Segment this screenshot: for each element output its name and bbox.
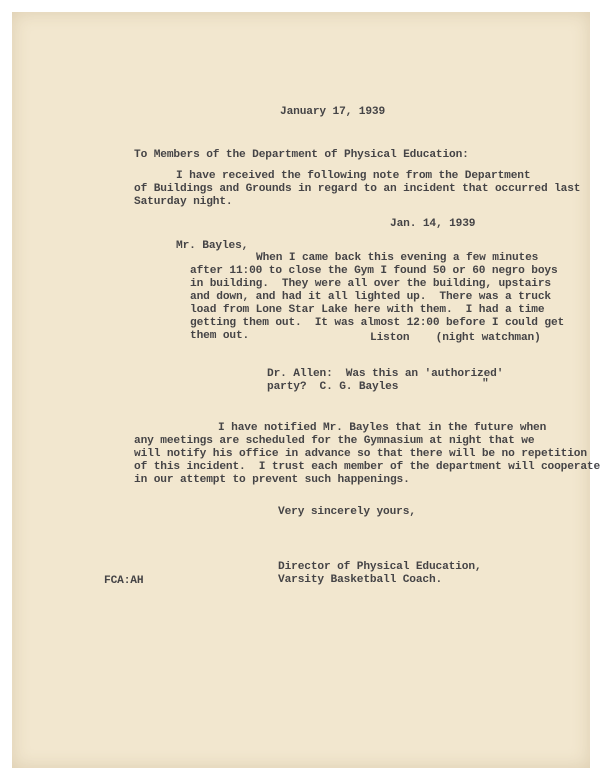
query-line: party? C. G. Bayles — [267, 381, 399, 393]
note-line: load from Lone Star Lake here with them. I had a time — [190, 304, 545, 316]
query-quote-mark: " — [482, 378, 489, 390]
closing-line: I have notified Mr. Bayles that in the future when — [218, 422, 547, 434]
complimentary-close: Very sincerely yours, — [278, 506, 416, 518]
reference-initials: FCA:AH — [104, 575, 144, 587]
signature-title: Varsity Basketball Coach. — [278, 574, 443, 586]
note-date: Jan. 14, 1939 — [390, 218, 476, 230]
salutation: To Members of the Department of Physical Education: — [134, 149, 469, 161]
intro-line: I have received the following note from the Department — [176, 170, 531, 182]
note-addressee: Mr. Bayles, — [176, 240, 249, 252]
note-line: in building. They were all over the building, upstairs — [190, 278, 551, 290]
note-line: When I came back this evening a few minutes — [256, 252, 539, 264]
intro-line: Saturday night. — [134, 196, 233, 208]
query-line: Dr. Allen: Was this an 'authorized' — [267, 368, 504, 380]
note-line: after 11:00 to close the Gym I found 50 or 60 negro boys — [190, 265, 558, 277]
signature-title: Director of Physical Education, — [278, 561, 482, 573]
closing-line: any meetings are scheduled for the Gymnasium at night that we — [134, 435, 535, 447]
intro-line: of Buildings and Grounds in regard to an incident that occurred last — [134, 183, 581, 195]
letter-date: January 17, 1939 — [280, 106, 386, 118]
note-line: and down, and had it all lighted up. There was a truck — [190, 291, 551, 303]
closing-line: of this incident. I trust each member of the department will cooperate — [134, 461, 600, 473]
note-signature: Liston (night watchman) — [370, 332, 541, 344]
note-line: getting them out. It was almost 12:00 before I could get — [190, 317, 565, 329]
closing-line: will notify his office in advance so that there will be no repetition — [134, 448, 587, 460]
closing-line: in our attempt to prevent such happenings. — [134, 474, 410, 486]
note-line: them out. — [190, 330, 250, 342]
letter-page — [12, 12, 600, 768]
